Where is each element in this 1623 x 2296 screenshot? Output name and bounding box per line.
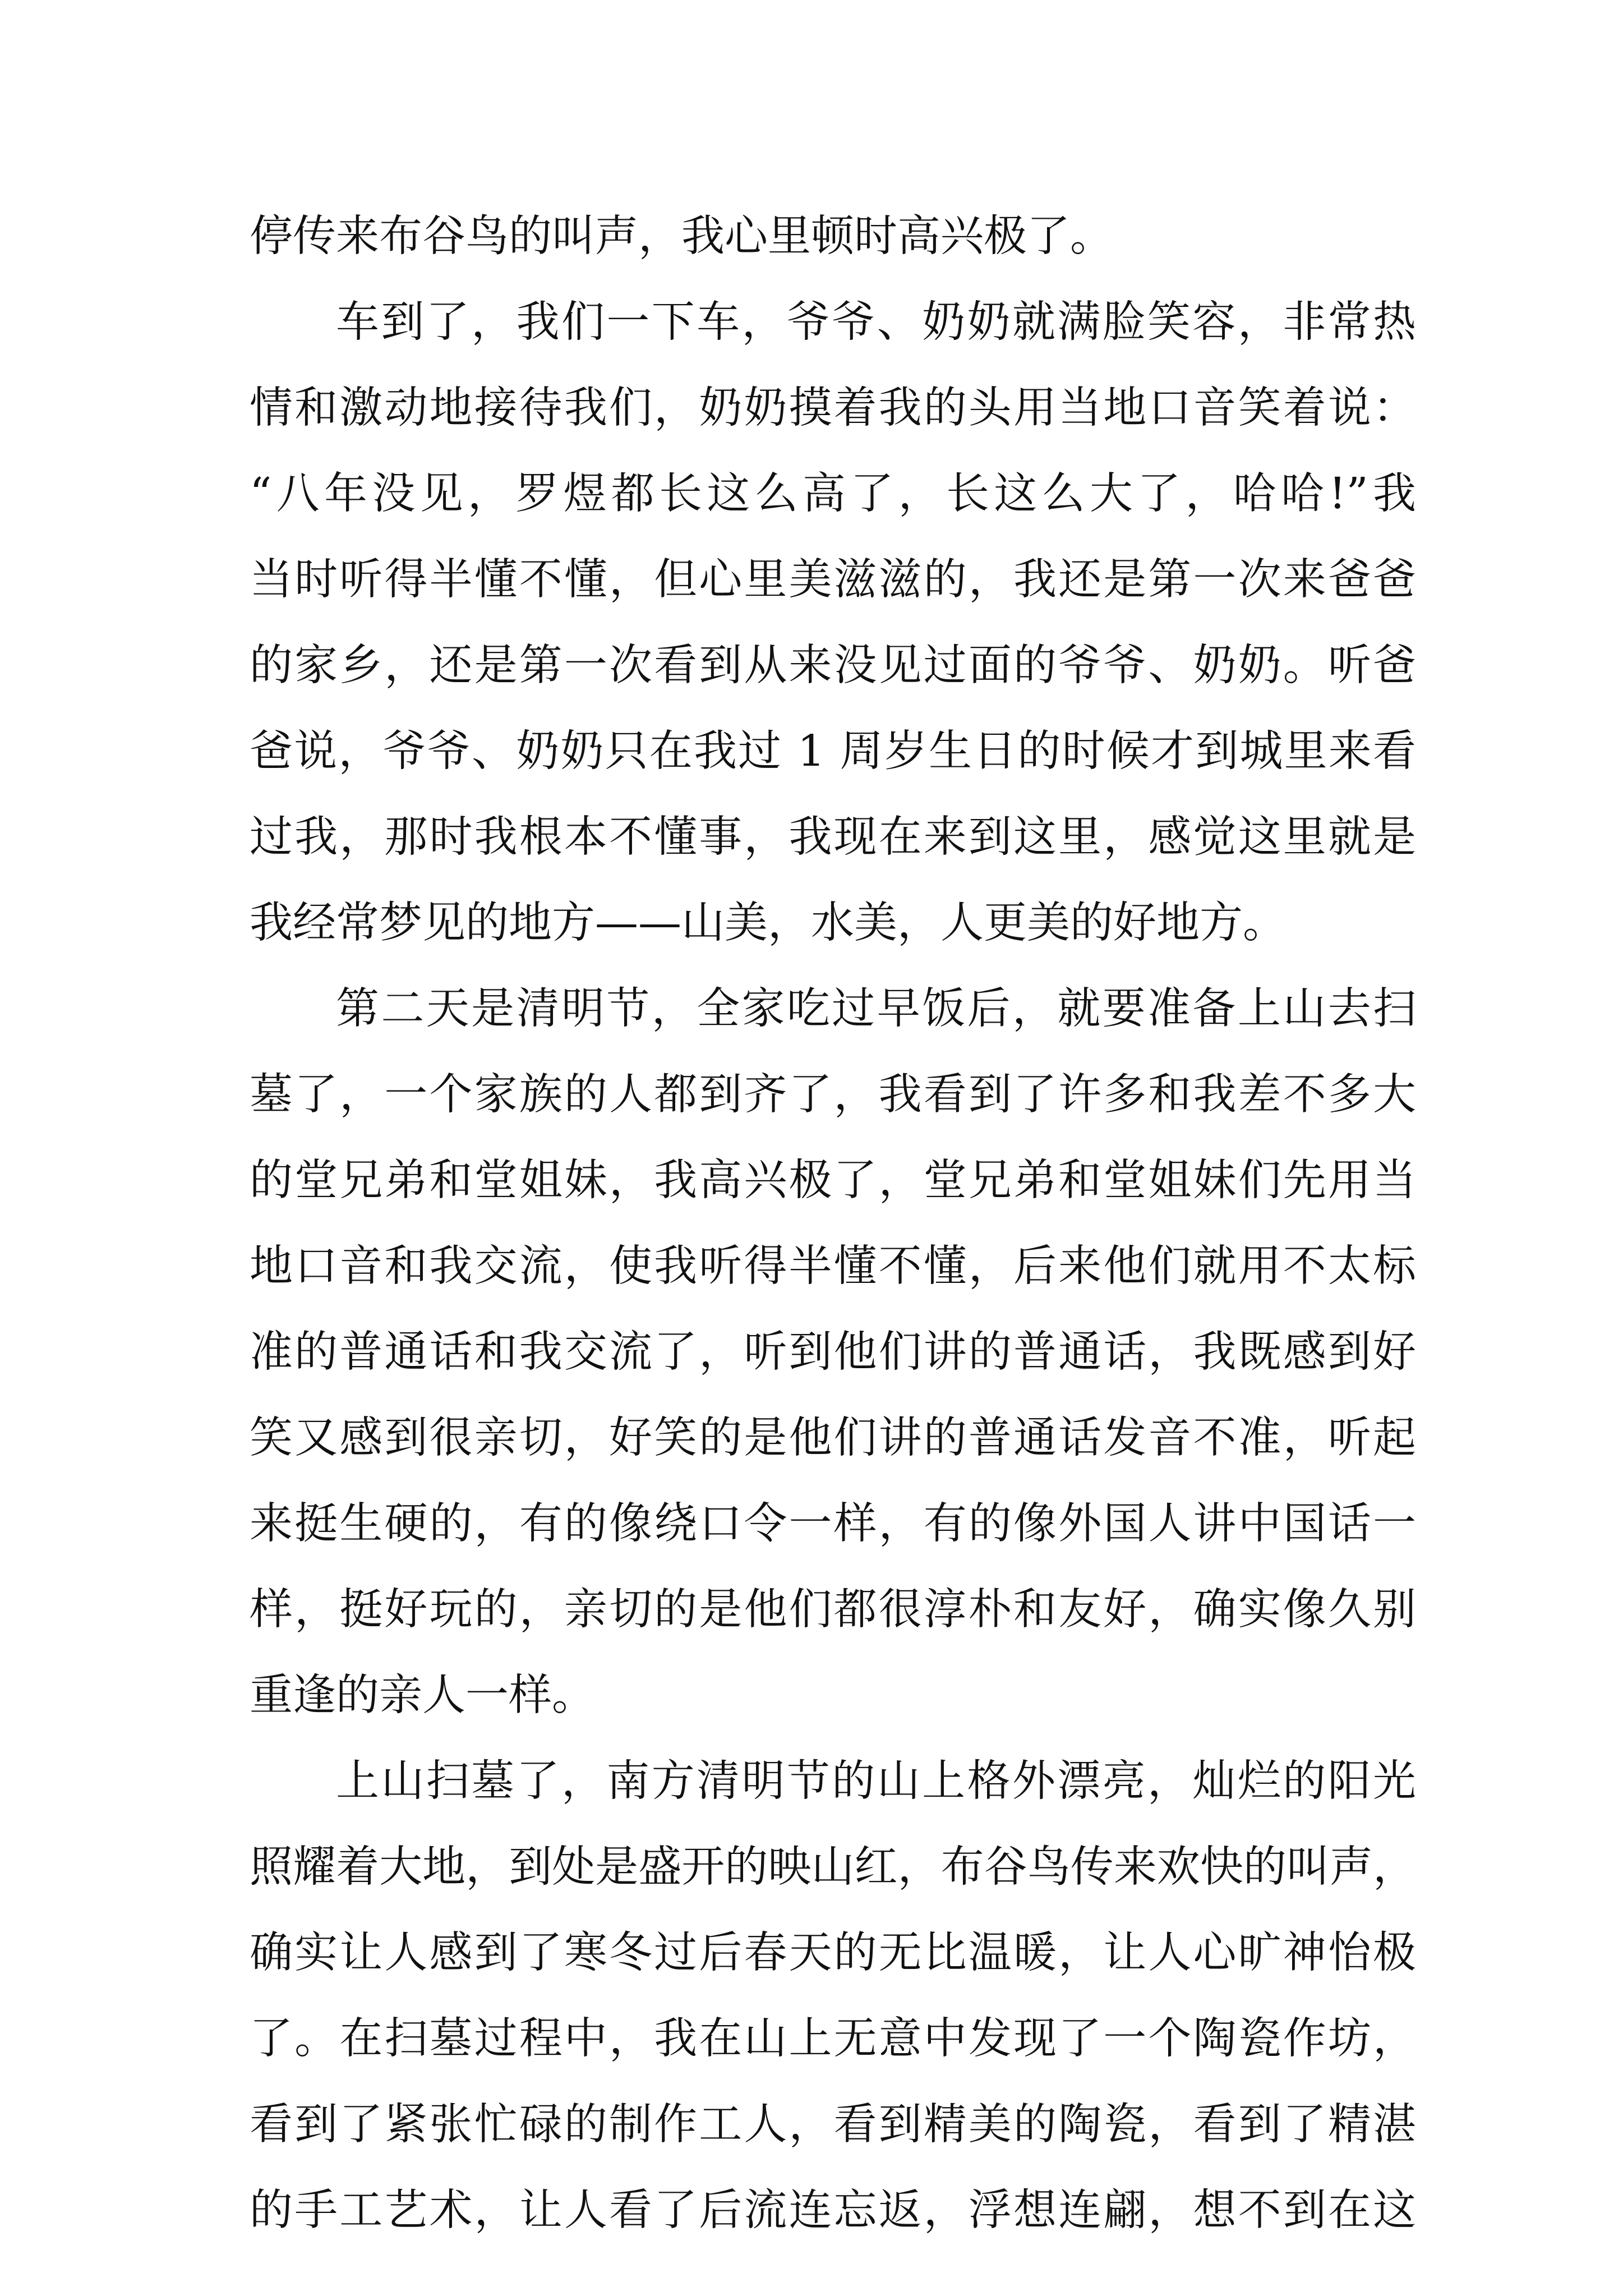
text-line: 爸说，爷爷、奶奶只在我过 1 周岁生日的时候才到城里来看 (250, 726, 1416, 776)
paragraph-start-line: 车到了，我们一下车，爷爷、奶奶就满脸笑容，非常热 (336, 297, 1416, 347)
text-line: 当时听得半懂不懂，但心里美滋滋的，我还是第一次来爸爸 (250, 555, 1416, 605)
text-line: 过我，那时我根本不懂事，我现在来到这里，感觉这里就是 (250, 812, 1416, 862)
text-line: 地口音和我交流，使我听得半懂不懂，后来他们就用不太标 (250, 1241, 1416, 1291)
text-line: 来挺生硬的，有的像绕口令一样，有的像外国人讲中国话一 (250, 1499, 1416, 1549)
text-line: 看到了紧张忙碌的制作工人，看到精美的陶瓷，看到了精湛 (250, 2100, 1416, 2150)
body-text (250, 194, 1416, 2253)
text-line: 笑又感到很亲切，好笑的是他们讲的普通话发音不准，听起 (250, 1413, 1416, 1463)
text-line: 情和激动地接待我们，奶奶摸着我的头用当地口音笑着说： (250, 383, 1416, 433)
text-line: 照耀着大地，到处是盛开的映山红，布谷鸟传来欢快的叫声， (250, 1842, 1416, 1892)
text-line: 墓了，一个家族的人都到齐了，我看到了许多和我差不多大 (250, 1070, 1416, 1120)
text-line: 重逢的亲人一样。 (250, 1671, 595, 1720)
text-line: 的家乡，还是第一次看到从来没见过面的爷爷、奶奶。听爸 (250, 641, 1416, 691)
text-line: 了。在扫墓过程中，我在山上无意中发现了一个陶瓷作坊， (250, 2014, 1416, 2064)
text-line: 确实让人感到了寒冬过后春天的无比温暖，让人心旷神怡极 (250, 1928, 1416, 1978)
text-line: 停传来布谷鸟的叫声，我心里顿时高兴极了。 (250, 211, 1113, 261)
text-line: 我经常梦见的地方——山美，水美，人更美的好地方。 (250, 898, 1286, 948)
paragraph-start-line: 上山扫墓了，南方清明节的山上格外漂亮，灿烂的阳光 (336, 1756, 1416, 1806)
text-line: “八年没见，罗煜都长这么高了，长这么大了，哈哈!”我 (250, 469, 1416, 519)
text-line: 样，挺好玩的，亲切的是他们都很淳朴和友好，确实像久别 (250, 1585, 1416, 1635)
paragraph-start-line: 第二天是清明节，全家吃过早饭后，就要准备上山去扫 (336, 984, 1416, 1034)
text-line: 准的普通话和我交流了，听到他们讲的普通话，我既感到好 (250, 1327, 1416, 1377)
text-line: 的手工艺术，让人看了后流连忘返，浮想连翩，想不到在这 (250, 2185, 1416, 2235)
text-line: 的堂兄弟和堂姐妹，我高兴极了，堂兄弟和堂姐妹们先用当 (250, 1156, 1416, 1205)
